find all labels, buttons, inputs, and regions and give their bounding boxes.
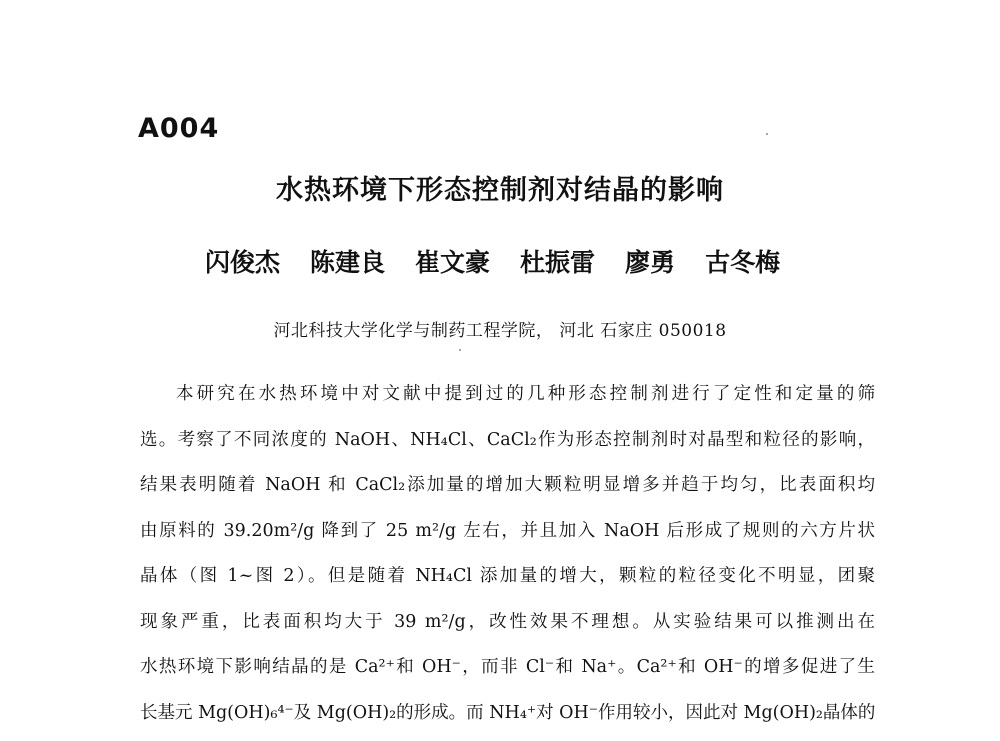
- author-name: 廖勇: [625, 248, 676, 277]
- author-name: 古冬梅: [705, 248, 781, 277]
- scan-speck: [766, 133, 768, 135]
- body-line: 水热环境下影响结晶的是 Ca²⁺和 OH⁻，而非 Cl⁻和 Na⁺。Ca²⁺和 OH⁻的增多促进了生: [140, 657, 875, 677]
- body-line: 长基元 Mg(OH)₆⁴⁻及 Mg(OH)₂的形成。而 NH₄⁺对 OH⁻作用较小，因此对 Mg(OH)₂晶体的: [140, 702, 875, 723]
- body-line: 本研究在水热环境中对文献中提到过的几种形态控制剂进行了定性和定量的筛: [176, 384, 875, 404]
- body-line: 晶体（图 1~图 2）。但是随着 NH₄Cl 添加量的增大，颗粒的粒径变化不明显，团聚: [140, 566, 875, 586]
- author-name: 杜振雷: [520, 248, 596, 277]
- abstract-body: [140, 372, 875, 736]
- author-name: 闪俊杰: [205, 248, 281, 277]
- affiliation: 河北科技大学化学与制药工程学院， 河北 石家庄 050018: [273, 321, 727, 341]
- paper-title: 水热环境下形态控制剂对结晶的影响: [276, 175, 724, 206]
- author-name: 陈建良: [310, 248, 386, 277]
- author-list: [205, 243, 780, 279]
- abstract-code: A004: [138, 113, 220, 144]
- body-line: 选。考察了不同浓度的 NaOH、NH₄Cl、CaCl₂作为形态控制剂时对晶型和粒径的影响，: [140, 429, 875, 450]
- author-name: 崔文豪: [415, 248, 491, 277]
- body-line: 由原料的 39.20m²/g 降到了 25 m²/g 左右，并且加入 NaOH 后形成了规则的六方片状: [140, 520, 875, 541]
- scan-speck: [459, 349, 461, 351]
- body-line: 结果表明随着 NaOH 和 CaCl₂添加量的增加大颗粒明显增多并趋于均匀，比表面积均: [140, 475, 875, 495]
- body-line: 现象严重，比表面积均大于 39 m²/g，改性效果不理想。从实验结果可以推测出在: [140, 611, 875, 632]
